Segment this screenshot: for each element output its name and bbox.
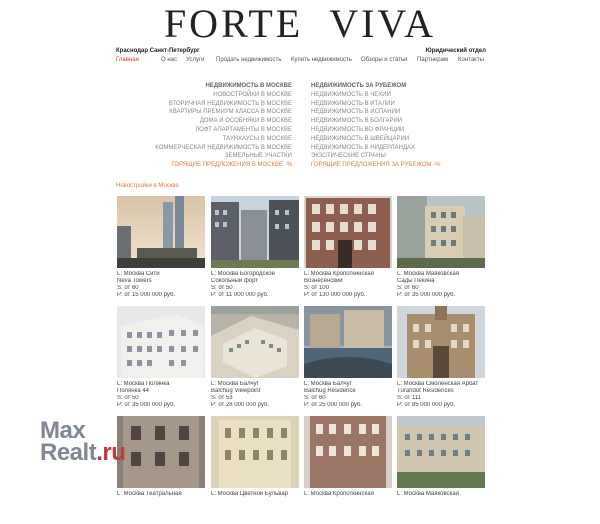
listing-name: Neva Towers [117, 278, 152, 284]
listing-location: L: Москва Богородское [211, 271, 275, 277]
cities-link[interactable]: Краснодар Санкт-Петербург [116, 48, 200, 54]
nav-about[interactable]: О нас [161, 57, 177, 63]
listing-price: P: от 15 000 000 руб. [117, 292, 176, 298]
listing-photo[interactable] [117, 306, 205, 378]
listing-area: S: от 60 [117, 285, 139, 291]
listing-price: P: от 11 000 000 руб. [211, 292, 269, 298]
menu-land-plots[interactable]: ЗЕМЕЛЬНЫЕ УЧАСТКИ [224, 153, 292, 160]
logo-word-viva: VIVA [329, 1, 437, 46]
listing-area: S: от 60 [397, 285, 419, 291]
listing-name: Сокольный форт [211, 278, 259, 284]
listing-card[interactable] [211, 416, 299, 524]
listing-card[interactable] [211, 196, 299, 304]
listing-card[interactable] [117, 416, 205, 524]
listing-location: L: Москва Сити [117, 271, 160, 277]
listing-card[interactable] [397, 196, 485, 304]
listing-name: Turandot Residences [397, 388, 454, 394]
listing-photo[interactable] [397, 306, 485, 378]
listing-photo[interactable] [304, 416, 392, 488]
menu-moscow-hot-offers[interactable]: ГОРЯЩИЕ ПРЕДЛОЖЕНИЯ В МОСКВЕ -% [171, 162, 292, 169]
menu-switzerland[interactable]: НЕДВИЖИМОСТЬ В ШВЕЙЦАРИИ [311, 135, 410, 142]
listing-price: P: от 25 000 000 руб. [304, 402, 363, 408]
listing-location: L: Москва Маяковская [397, 271, 459, 277]
nav-services[interactable]: Услуги [186, 57, 205, 63]
listing-location: L: Москва Балчуг [211, 381, 259, 387]
menu-france[interactable]: НЕДВИЖИМОСТЬ ВО ФРАНЦИИ [311, 126, 405, 133]
abroad-menu [311, 82, 461, 170]
menu-moscow-premium[interactable]: КВАРТИРЫ ПРЕМИУМ КЛАССА В МОСКВЕ [169, 109, 292, 116]
listing-location: L: Москва Кропоткинская [304, 271, 374, 277]
listing-price: P: от 35 000 000 руб. [397, 292, 456, 298]
listing-location: L: Москва Цветной Бульвар [211, 491, 289, 497]
menu-netherlands[interactable]: НЕДВИЖИМОСТЬ В НИДЕРЛАНДАХ [311, 144, 416, 151]
menu-moscow-newbuilds[interactable]: НОВОСТРОЙКИ В МОСКВЕ [213, 91, 292, 98]
listing-name: Вознесенский [304, 278, 343, 284]
listing-area: S: от 100 [304, 285, 329, 291]
menu-bulgaria[interactable]: НЕДВИЖИМОСТЬ В БОЛГАРИИ [311, 118, 403, 125]
site-logo[interactable] [0, 2, 600, 46]
listing-area: S: от 111 [397, 395, 422, 401]
listing-photo[interactable] [397, 416, 485, 488]
menu-moscow-commercial[interactable]: КОММЕРЧЕСКАЯ НЕДВИЖИМОСТЬ В МОСКВЕ [155, 144, 292, 151]
listing-name: Полянка 44 [117, 388, 150, 394]
listing-card[interactable] [117, 196, 205, 304]
nav-reviews[interactable]: Обзоры и статьи [361, 57, 408, 63]
section-title: Новостройки в Москве [116, 183, 179, 189]
listing-location: L: Москва Смоленская Арбат [397, 381, 479, 387]
listing-photo[interactable] [304, 306, 392, 378]
listing-location: L: Москва Маяковская [397, 491, 459, 497]
nav-contacts[interactable]: Контакты [458, 57, 484, 63]
menu-moscow-realty[interactable]: НЕДВИЖИМОСТЬ В МОСКВЕ [205, 83, 292, 89]
nav-buy[interactable]: Купить недвижимость [291, 57, 352, 63]
listing-photo[interactable] [117, 196, 205, 268]
listing-price: P: от 85 000 000 руб. [397, 402, 456, 408]
listing-price: P: от 35 000 000 руб. [117, 402, 176, 408]
nav-sell[interactable]: Продать недвижимость [216, 57, 282, 63]
listing-name: Сады Пекина [397, 278, 435, 284]
listing-name: Balchug Residence [304, 388, 356, 394]
watermark-ru: .ru [96, 439, 126, 466]
menu-italy[interactable]: НЕДВИЖИМОСТЬ В ИТАЛИИ [311, 100, 395, 107]
listing-location: L: Москва Балчуг [304, 381, 352, 387]
listing-photo[interactable] [397, 196, 485, 268]
listing-card[interactable] [304, 196, 392, 304]
menu-spain[interactable]: НЕДВИЖИМОСТЬ В ИСПАНИИ [311, 109, 401, 116]
menu-moscow-houses[interactable]: ДОМА И ОСОБНЯКИ В МОСКВЕ [199, 118, 292, 125]
menu-czech[interactable]: НЕДВИЖИМОСТЬ В ЧЕХИИ [311, 91, 391, 98]
listing-card[interactable] [397, 416, 485, 524]
listing-card[interactable] [211, 306, 299, 414]
nav-home[interactable]: Главная [116, 57, 139, 63]
listing-area: S: от 50 [211, 285, 233, 291]
watermark-logo [40, 417, 126, 466]
listing-card[interactable] [304, 306, 392, 414]
listing-photo[interactable] [117, 416, 205, 488]
listing-name: Balchug Viewpoint [211, 388, 261, 394]
legal-department-link[interactable]: Юридический отдел [425, 48, 486, 54]
menu-exotic[interactable]: ЭКЗОТИЧЕСКИЕ СТРАНЫ [311, 153, 386, 160]
listing-photo[interactable] [211, 196, 299, 268]
menu-moscow-lofts[interactable]: ЛОФТ АПАРТАМЕНТЫ В МОСКВЕ [195, 126, 292, 133]
listing-card[interactable] [117, 306, 205, 414]
listing-area: S: от 53 [211, 395, 233, 401]
menu-moscow-townhouses[interactable]: ТАУНХАУСЫ В МОСКВЕ [222, 135, 292, 142]
listing-photo[interactable] [304, 196, 392, 268]
watermark-max: Max [40, 417, 86, 444]
menu-abroad-hot-offers[interactable]: ГОРЯЩИЕ ПРЕДЛОЖЕНИЯ ЗА РУБЕЖОМ -% [311, 162, 441, 169]
menu-moscow-secondary[interactable]: ВТОРИЧНАЯ НЕДВИЖИМОСТЬ В МОСКВЕ [168, 100, 292, 107]
listing-price: P: от 28 000 000 руб. [211, 402, 270, 408]
watermark-realt: Realt [40, 439, 97, 466]
listing-location: L: Москва Кропоткинская [304, 491, 374, 497]
listing-location: L: Москва Театральная [117, 491, 182, 497]
nav-partners[interactable]: Партнерам [417, 57, 449, 63]
listing-card[interactable] [304, 416, 392, 524]
menu-abroad-realty[interactable]: НЕДВИЖИМОСТЬ ЗА РУБЕЖОМ [311, 83, 407, 89]
logo-word-forte: FORTE [163, 1, 304, 46]
listing-card[interactable] [397, 306, 485, 414]
moscow-menu [150, 82, 292, 170]
listing-price: P: от 130 000 000 руб. [304, 292, 366, 298]
listing-area: S: от 60 [304, 395, 326, 401]
listing-location: L: Москва Полянка [117, 381, 170, 387]
listing-photo[interactable] [211, 306, 299, 378]
listing-area: S: от 50 [117, 395, 139, 401]
listing-photo[interactable] [211, 416, 299, 488]
